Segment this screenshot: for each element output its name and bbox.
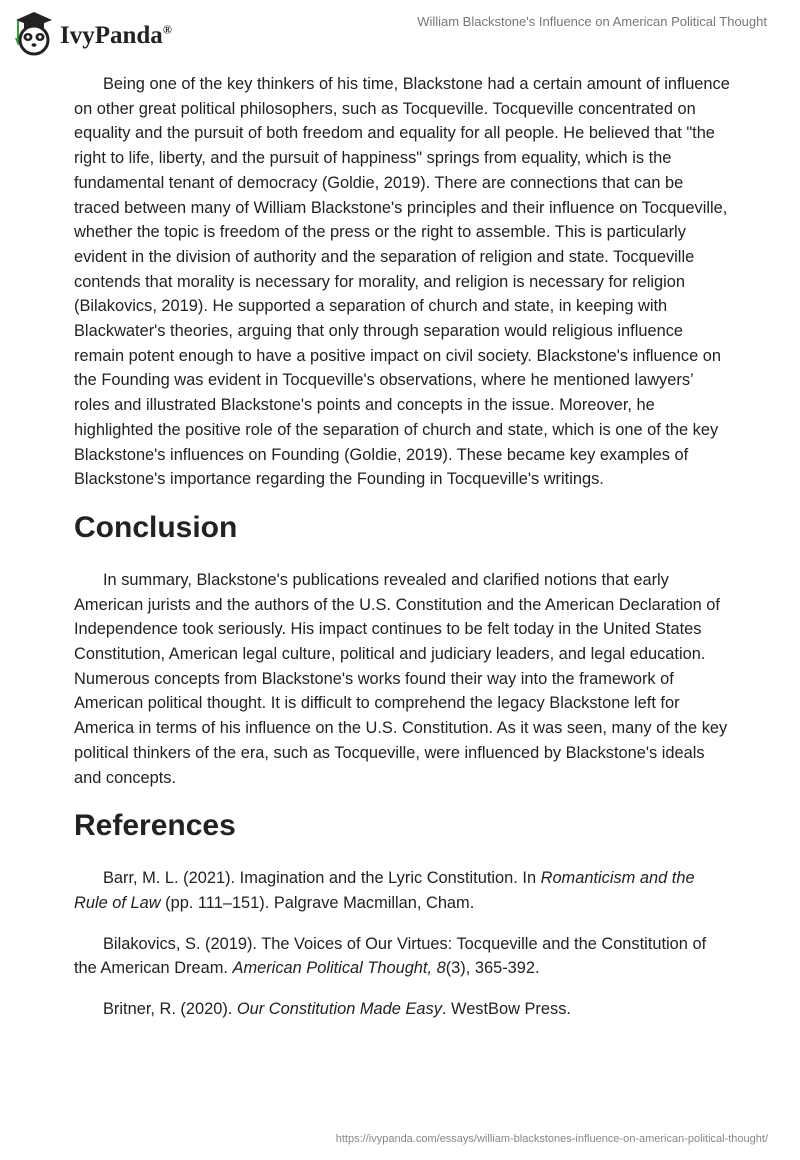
reference-item: Barr, M. L. (2021). Imagination and the Lyric Constitution. In Romanticism and the Rule of Law (pp. 111–151). Palgrave Macmillan, Cham.	[74, 869, 695, 912]
conclusion-paragraph: In summary, Blackstone's publications revealed and clarified notions that early American jurists and the authors of the U.S. Constitution and the American Declaration of Independence took seriously. His impact continues to be felt today in the United States Constitution, American legal culture, political and judiciary leaders, and legal education. Numerous concepts from Blackstone's works found their way into the framework of American political thought. It is difficult to comprehend the legacy Blackstone left for America in terms of his influence on the U.S. Constitution. As it was seen, many of the key political thinkers of the era, such as Tocqueville, were influenced by Blackstone's ideals and concepts.	[74, 570, 728, 787]
document-title: William Blackstone's Influence on American Political Thought	[417, 14, 767, 29]
conclusion-heading: Conclusion	[74, 510, 238, 544]
reference-item: Bilakovics, S. (2019). The Voices of Our Virtues: Tocqueville and the Constitution of the American Dream. American Political Thought, 8(3), 365-392.	[74, 934, 707, 978]
panda-graduate-icon	[14, 8, 54, 56]
ivypanda-logo[interactable]	[14, 8, 172, 56]
brand-name: IvyPanda®	[60, 22, 172, 49]
body-paragraph: Being one of the key thinkers of his time, Blackstone had a certain amount of influence on other great political philosophers, such as Tocqueville. Tocqueville concentrated on equality and the pursuit of both freedom and equality for all people. He believed that "the right to life, liberty, and the pursuit of happiness" springs from equality, which is the fundamental tenant of democracy (Goldie, 2019). There are connections that can be traced between many of William Blackstone's principles and their influence on Tocqueville, whether the topic is freedom of the press or the right to assemble. This is particularly evident in the division of authority and the separation of religion and state. Tocqueville contends that morality is necessary for morality, and religion is necessary for religion (Bilakovics, 2019). He supported a separation of church and state, in keeping with Blackwater's theories, arguing that only through separation would religious influence remain potent enough to have a positive impact on civil society. Blackstone's influence on the Founding was evident in Tocqueville's observations, where he mentioned lawyers’ roles and illustrated Blackstone's points and concepts in the issue. Moreover, he highlighted the positive role of the separation of church and state, which is one of the key Blackstone's influences on Founding (Goldie, 2019). These became key examples of Blackstone's importance regarding the Founding in Tocqueville's writings.	[74, 75, 730, 489]
references-heading: References	[74, 809, 236, 843]
essay-content	[74, 72, 730, 1038]
source-url[interactable]: https://ivypanda.com/essays/william-blackstones-influence-on-american-political-thought/	[335, 1133, 768, 1145]
reference-item: Britner, R. (2020). Our Constitution Made Easy. WestBow Press.	[103, 1000, 571, 1019]
